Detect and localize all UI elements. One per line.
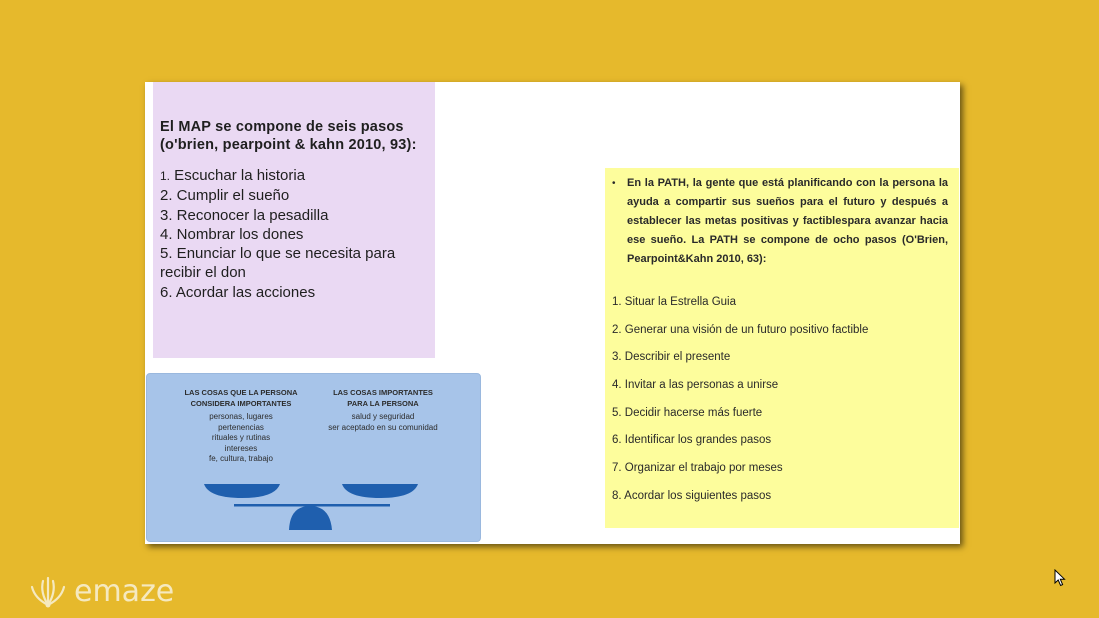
map-step-text: Reconocer la pesadilla [172, 206, 329, 224]
mouse-cursor-icon [1054, 569, 1066, 587]
scale-left-item: rituales y rutinas [211, 433, 271, 442]
map-step [160, 283, 425, 302]
scale-left-column [177, 387, 305, 465]
map-step [160, 166, 425, 186]
map-step [160, 206, 425, 225]
map-step-number: 4. [160, 225, 173, 243]
path-steps-list [612, 294, 868, 516]
map-step-number: 3. [160, 206, 173, 224]
path-step: 1. Situar la Estrella Guia [612, 296, 737, 308]
path-step: 8. Acordar los siguientes pasos [612, 489, 772, 502]
map-step [160, 186, 425, 205]
bullet-icon: • [612, 178, 616, 189]
scale-left-item: personas, lugares [209, 412, 273, 421]
map-step-number: 1. [160, 169, 171, 183]
scale-right-item: salud y seguridad [351, 412, 415, 421]
scale-right-heading: LAS COSAS IMPORTANTES PARA LA PERSONA [333, 388, 433, 408]
map-step-text: Cumplir el sueño [172, 187, 290, 205]
path-step: 7. Organizar el trabajo por meses [612, 462, 783, 475]
scale-right-column [323, 387, 443, 433]
scale-left-heading: LAS COSAS QUE LA PERSONA CONSIDERA IMPORTANTES [184, 388, 298, 408]
scale-right-item: ser aceptado en su comunidad [328, 422, 438, 432]
path-step: 5. Decidir hacerse más fuerte [612, 406, 763, 419]
scale-left-item: fe, cultura, trabajo [208, 454, 274, 463]
map-step-number: 6. [160, 283, 173, 301]
emaze-logo[interactable] [28, 574, 174, 609]
map-step-text: Acordar las acciones [172, 283, 316, 301]
path-intro [612, 174, 948, 269]
map-step-text: Enunciar lo que se necesita para recibir el don [160, 245, 396, 282]
map-steps-list [160, 166, 425, 302]
map-step-number: 2. [160, 187, 173, 205]
scale-left-item: intereses [224, 443, 258, 453]
map-step [160, 244, 425, 283]
path-steps-box [605, 168, 959, 528]
slide [145, 82, 960, 544]
map-title: El MAP se compone de seis pasos (o'brien, pearpoint & kahn 2010, 93): [160, 119, 417, 153]
path-step: 2. Generar una visión de un futuro positivo factible [612, 323, 869, 336]
path-step: 4. Invitar a las personas a unirse [612, 379, 779, 392]
balance-scale-figure [146, 373, 481, 542]
map-step-text: Escuchar la historia [170, 167, 306, 184]
map-steps-box [153, 82, 435, 358]
emaze-logo-text: emaze [74, 574, 175, 609]
path-intro-text: En la PATH, la gente que está planificando con la persona la ayuda a compartir sus sueños para el futuro y después a establecer las metas positivas y factiblespara avanzar hacia ese sueño. La PATH se compone de ocho pasos (O'Brien, Pearpoint&Kahn 2010, 63): [627, 177, 948, 265]
map-step [160, 225, 425, 244]
scale-left-item: pertenencias [218, 422, 264, 432]
map-step-number: 5. [160, 245, 173, 263]
emaze-flower-icon [28, 575, 68, 609]
path-step: 6. Identificar los grandes pasos [612, 434, 772, 447]
path-step: 3. Describir el presente [612, 351, 731, 364]
map-step-text: Nombrar los dones [172, 225, 304, 243]
